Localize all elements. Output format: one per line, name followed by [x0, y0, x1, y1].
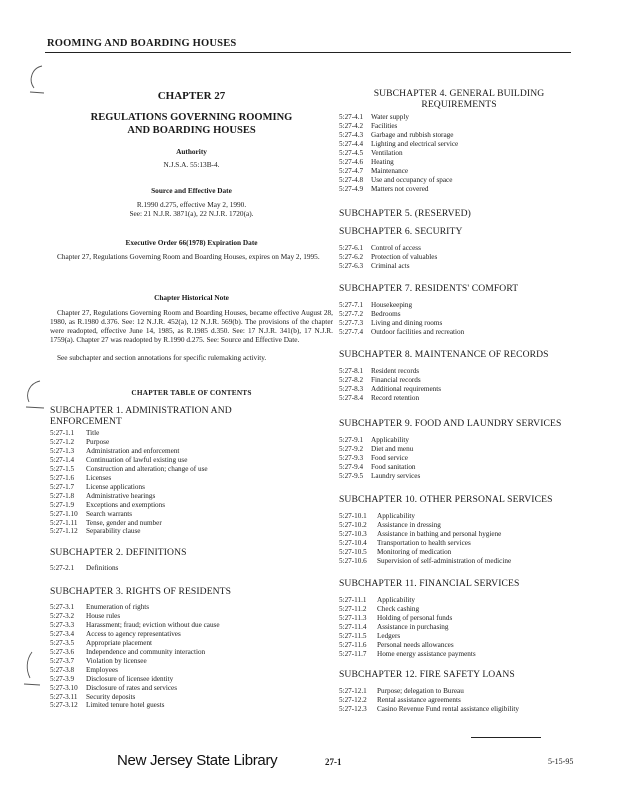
section-item [50, 501, 333, 510]
section-title: Independence and community interaction [86, 647, 206, 656]
subchapter-3-title: SUBCHAPTER 3. RIGHTS OF RESIDENTS [50, 586, 232, 597]
section-item [50, 648, 333, 657]
subchapter-2-sections [50, 564, 333, 573]
section-title: Casino Revenue Fund rental assistance eligibility [377, 704, 519, 713]
section-title: Disclosure of licensee identity [86, 674, 174, 683]
section-title: Administrative hearings [86, 491, 156, 500]
section-number: 5:27-3.8 [50, 665, 75, 674]
section-title: Use and occupancy of space [371, 175, 453, 184]
section-number: 5:27-4.5 [339, 148, 364, 157]
subchapter-3-sections [50, 603, 333, 710]
executive-order-heading: Executive Order 66(1978) Expiration Date [125, 238, 258, 247]
section-item [339, 463, 579, 472]
section-title: Ventilation [371, 148, 403, 157]
section-item [339, 367, 579, 376]
subchapter-7-sections [339, 301, 579, 337]
subchapter-8-sections [339, 367, 579, 403]
section-title: Record retention [371, 393, 420, 402]
subchapter-10-title: SUBCHAPTER 10. OTHER PERSONAL SERVICES [339, 494, 553, 505]
section-item [339, 301, 579, 310]
section-title: Assistance in bathing and personal hygiene [377, 529, 502, 538]
section-item [339, 512, 579, 521]
section-item [50, 510, 333, 519]
section-title: Administration and enforcement [86, 446, 180, 455]
section-item [339, 605, 579, 614]
section-number: 5:27-1.4 [50, 455, 75, 464]
subchapter-4-title: SUBCHAPTER 4. GENERAL BUILDING REQUIREMENTS [373, 88, 545, 110]
section-title: Food service [371, 453, 408, 462]
subchapter-2-title: SUBCHAPTER 2. DEFINITIONS [50, 547, 187, 558]
section-item [339, 149, 579, 158]
section-number: 5:27-10.4 [339, 538, 367, 547]
section-item [50, 456, 333, 465]
section-item [339, 696, 579, 705]
section-item [339, 185, 579, 194]
section-item [339, 319, 579, 328]
section-number: 5:27-3.2 [50, 611, 75, 620]
section-title: House rules [86, 611, 121, 620]
subchapter-9-title: SUBCHAPTER 9. FOOD AND LAUNDRY SERVICES [339, 418, 562, 429]
section-title: Limited tenure hotel guests [86, 701, 165, 710]
section-item [339, 530, 579, 539]
section-number: 5:27-3.6 [50, 647, 75, 656]
section-item [50, 519, 333, 528]
source-line-2: See: 21 N.J.R. 3871(a), 22 N.J.R. 1720(a). [129, 209, 254, 218]
section-title: Enumeration of rights [86, 603, 150, 611]
section-number: 5:27-8.2 [339, 375, 364, 384]
section-title: Tense, gender and number [86, 518, 162, 527]
section-item [339, 650, 579, 659]
section-item [339, 140, 579, 149]
section-title: Purpose; delegation to Bureau [377, 687, 464, 695]
footer-rule [471, 737, 541, 738]
section-item [339, 557, 579, 566]
section-item [50, 483, 333, 492]
section-number: 5:27-12.3 [339, 704, 367, 713]
chapter-title: REGULATIONS GOVERNING ROOMING AND BOARDING HOUSES [90, 112, 293, 136]
subchapter-9-sections [339, 436, 579, 481]
subchapter-1-title: SUBCHAPTER 1. ADMINISTRATION AND ENFORCEMENT [50, 405, 232, 427]
section-number: 5:27-7.3 [339, 318, 364, 327]
section-title: Check cashing [377, 604, 420, 613]
subchapter-11-sections [339, 596, 579, 659]
section-title: Garbage and rubbish storage [371, 130, 454, 139]
running-head: ROOMING AND BOARDING HOUSES [47, 38, 237, 49]
section-item [50, 492, 333, 501]
section-item [50, 666, 333, 675]
section-number: 5:27-4.9 [339, 184, 364, 193]
section-number: 5:27-4.4 [339, 139, 364, 148]
revision-date: 5-15-95 [548, 757, 574, 766]
section-item [339, 539, 579, 548]
section-item [50, 527, 333, 536]
section-number: 5:27-9.1 [339, 436, 364, 444]
section-number: 5:27-8.3 [339, 384, 364, 393]
section-number: 5:27-3.4 [50, 629, 75, 638]
section-item [50, 639, 333, 648]
section-item [50, 603, 333, 612]
section-number: 5:27-8.4 [339, 393, 364, 402]
section-number: 5:27-11.5 [339, 631, 367, 640]
subchapter-12-title: SUBCHAPTER 12. FIRE SAFETY LOANS [339, 669, 515, 680]
section-title: Applicability [377, 512, 415, 520]
section-title: Resident records [371, 367, 420, 375]
section-title: Lighting and electrical service [371, 139, 459, 148]
section-number: 5:27-1.11 [50, 518, 78, 527]
section-title: Additional requirements [371, 384, 442, 393]
section-number: 5:27-11.6 [339, 640, 367, 649]
section-title: License applications [86, 482, 145, 491]
section-title: Separability clause [86, 527, 141, 536]
section-number: 5:27-6.1 [339, 244, 364, 252]
section-title: Financial records [371, 375, 421, 384]
history-text: Chapter 27, Regulations Governing Room and Boarding Houses, became effective August 28, 1980, as R.1980 d.376. See: 12 N.J.R. 452(a), 12 N.J.R. 569(b). The provisions of the chapter were readopted, effective June 14, 1985, as R.1985 d.350. See: 17 N.J.R. 341(b), 17 N.J.R. 1759(a). Chapter 27 was readopted by R.1990 d.275. See: Source and Effective Date. [50, 308, 333, 344]
library-stamp: New Jersey State Library [117, 752, 278, 769]
section-item [50, 675, 333, 684]
section-item [339, 632, 579, 641]
punch-hole-mark [18, 650, 46, 690]
section-title: Purpose [86, 437, 110, 446]
section-number: 5:27-9.3 [339, 453, 364, 462]
section-title: Appropriate placement [86, 638, 153, 647]
section-item [339, 596, 579, 605]
section-number: 5:27-4.2 [339, 121, 364, 130]
subchapter-5-title: SUBCHAPTER 5. (RESERVED) [339, 208, 471, 219]
section-number: 5:27-9.4 [339, 462, 364, 471]
section-title: Facilities [371, 121, 398, 130]
section-title: Diet and menu [371, 444, 414, 453]
section-number: 5:27-3.5 [50, 638, 75, 647]
section-title: Heating [371, 157, 394, 166]
section-item [339, 614, 579, 623]
section-title: Transportation to health services [377, 538, 471, 547]
section-title: Definitions [86, 564, 119, 572]
section-title: Rental assistance agreements [377, 695, 461, 704]
section-title: Water supply [371, 113, 409, 121]
section-title: Food sanitation [371, 462, 416, 471]
section-number: 5:27-10.3 [339, 529, 367, 538]
section-title: Criminal acts [371, 261, 410, 270]
section-item [339, 244, 579, 253]
section-item [50, 693, 333, 702]
section-title: Supervision of self-administration of medicine [377, 556, 512, 565]
section-number: 5:27-3.12 [50, 701, 78, 710]
section-item [50, 621, 333, 630]
subchapter-7-title: SUBCHAPTER 7. RESIDENTS' COMFORT [339, 283, 519, 294]
authority-heading: Authority [176, 147, 207, 156]
section-number: 5:27-4.7 [339, 166, 364, 175]
section-item [339, 262, 579, 271]
section-item [339, 167, 579, 176]
subchapter-11-title: SUBCHAPTER 11. FINANCIAL SERVICES [339, 578, 520, 589]
section-title: Title [86, 429, 100, 437]
section-number: 5:27-11.2 [339, 604, 367, 613]
section-title: Ledgers [377, 631, 401, 640]
section-title: Bedrooms [371, 309, 401, 318]
section-number: 5:27-11.7 [339, 649, 367, 658]
section-item [50, 429, 333, 438]
source-heading: Source and Effective Date [151, 186, 232, 195]
section-number: 5:27-3.9 [50, 674, 75, 683]
section-number: 5:27-1.5 [50, 464, 75, 473]
section-title: Disclosure of rates and services [86, 683, 178, 692]
section-item [339, 548, 579, 557]
section-title: Exceptions and exemptions [86, 500, 166, 509]
section-item [339, 158, 579, 167]
section-item [339, 328, 579, 337]
section-number: 5:27-3.3 [50, 620, 75, 629]
subchapter-12-sections [339, 687, 579, 714]
section-item [339, 113, 579, 122]
section-title: Maintenance [371, 166, 409, 175]
section-number: 5:27-2.1 [50, 564, 75, 572]
section-number: 5:27-10.6 [339, 556, 367, 565]
section-number: 5:27-8.1 [339, 367, 364, 375]
section-title: Licenses [86, 473, 112, 482]
authority-text: N.J.S.A. 55:13B-4. [163, 160, 220, 169]
section-item [50, 474, 333, 483]
section-number: 5:27-3.10 [50, 683, 78, 692]
section-item [339, 687, 579, 696]
section-number: 5:27-11.4 [339, 622, 367, 631]
section-item [50, 438, 333, 447]
section-title: Employees [86, 665, 118, 674]
section-item [339, 385, 579, 394]
section-title: Harassment; fraud; eviction without due cause [86, 620, 220, 629]
section-item [339, 176, 579, 185]
chapter-number: CHAPTER 27 [157, 90, 226, 102]
section-number: 5:27-1.1 [50, 429, 75, 437]
subchapter-8-title: SUBCHAPTER 8. MAINTENANCE OF RECORDS [339, 349, 549, 360]
section-number: 5:27-4.8 [339, 175, 364, 184]
source-line-1: R.1990 d.275, effective May 2, 1990. [136, 200, 247, 209]
section-number: 5:27-6.2 [339, 252, 364, 261]
section-item [50, 657, 333, 666]
section-number: 5:27-4.6 [339, 157, 364, 166]
section-number: 5:27-1.2 [50, 437, 75, 446]
section-item [339, 521, 579, 530]
section-title: Continuation of lawful existing use [86, 455, 188, 464]
section-item [339, 122, 579, 131]
page-number: 27-1 [325, 757, 342, 767]
section-number: 5:27-7.4 [339, 327, 364, 336]
section-item [50, 630, 333, 639]
subchapter-6-title: SUBCHAPTER 6. SECURITY [339, 226, 463, 237]
history-note: See subchapter and section annotations for specific rulemaking activity. [57, 353, 267, 362]
section-number: 5:27-1.9 [50, 500, 75, 509]
header-rule [45, 52, 571, 53]
section-item [339, 253, 579, 262]
section-number: 5:27-12.2 [339, 695, 367, 704]
section-title: Control of access [371, 244, 421, 252]
section-number: 5:27-4.1 [339, 113, 364, 121]
section-title: Protection of valuables [371, 252, 438, 261]
section-number: 5:27-1.3 [50, 446, 75, 455]
section-item [339, 436, 579, 445]
section-title: Monitoring of medication [377, 547, 452, 556]
subchapter-6-sections [339, 244, 579, 271]
section-item [50, 447, 333, 456]
section-number: 5:27-1.12 [50, 527, 78, 536]
subchapter-1-sections [50, 429, 333, 536]
section-item [339, 131, 579, 140]
section-item [339, 454, 579, 463]
section-number: 5:27-11.3 [339, 613, 367, 622]
section-item [50, 684, 333, 693]
section-number: 5:27-3.7 [50, 656, 75, 665]
history-heading: Chapter Historical Note [154, 293, 229, 302]
section-title: Security deposits [86, 692, 136, 701]
section-title: Outdoor facilities and recreation [371, 327, 465, 336]
section-item [339, 310, 579, 319]
section-number: 5:27-7.1 [339, 301, 364, 309]
section-number: 5:27-9.5 [339, 471, 364, 480]
section-title: Violation by licensee [86, 656, 147, 665]
section-item [50, 465, 333, 474]
section-number: 5:27-6.3 [339, 261, 364, 270]
section-title: Construction and alteration; change of use [86, 464, 208, 473]
section-title: Assistance in dressing [377, 520, 441, 529]
section-item [339, 445, 579, 454]
section-title: Applicability [371, 436, 409, 444]
subchapter-10-sections [339, 512, 579, 566]
section-item [339, 376, 579, 385]
section-title: Laundry services [371, 471, 421, 480]
executive-order-text: Chapter 27, Regulations Governing Room and Boarding Houses, expires on May 2, 1995. [57, 252, 320, 261]
section-title: Matters not covered [371, 184, 429, 193]
section-title: Holding of personal funds [377, 613, 453, 622]
section-number: 5:27-1.10 [50, 509, 78, 518]
section-number: 5:27-10.5 [339, 547, 367, 556]
section-item [339, 623, 579, 632]
section-item [339, 394, 579, 403]
section-item [339, 472, 579, 481]
section-title: Applicability [377, 596, 415, 604]
section-number: 5:27-9.2 [339, 444, 364, 453]
punch-hole-mark [24, 62, 50, 98]
section-item [339, 641, 579, 650]
section-number: 5:27-3.1 [50, 603, 75, 611]
section-item [50, 612, 333, 621]
section-number: 5:27-7.2 [339, 309, 364, 318]
section-number: 5:27-1.6 [50, 473, 75, 482]
section-title: Housekeeping [371, 301, 413, 309]
section-title: Living and dining rooms [371, 318, 443, 327]
toc-heading: CHAPTER TABLE OF CONTENTS [131, 388, 252, 397]
section-number: 5:27-10.2 [339, 520, 367, 529]
section-number: 5:27-10.1 [339, 512, 367, 520]
section-title: Assistance in purchasing [377, 622, 449, 631]
subchapter-4-sections [339, 113, 579, 194]
section-number: 5:27-3.11 [50, 692, 78, 701]
section-number: 5:27-12.1 [339, 687, 367, 695]
section-number: 5:27-11.1 [339, 596, 367, 604]
section-item [50, 701, 333, 710]
section-title: Home energy assistance payments [377, 649, 476, 658]
section-item [339, 705, 579, 714]
section-title: Personal needs allowances [377, 640, 454, 649]
section-title: Search warrants [86, 509, 133, 518]
punch-hole-mark [20, 378, 48, 414]
section-item [50, 564, 333, 573]
section-title: Access to agency representatives [86, 629, 181, 638]
section-number: 5:27-1.7 [50, 482, 75, 491]
section-number: 5:27-4.3 [339, 130, 364, 139]
section-number: 5:27-1.8 [50, 491, 75, 500]
